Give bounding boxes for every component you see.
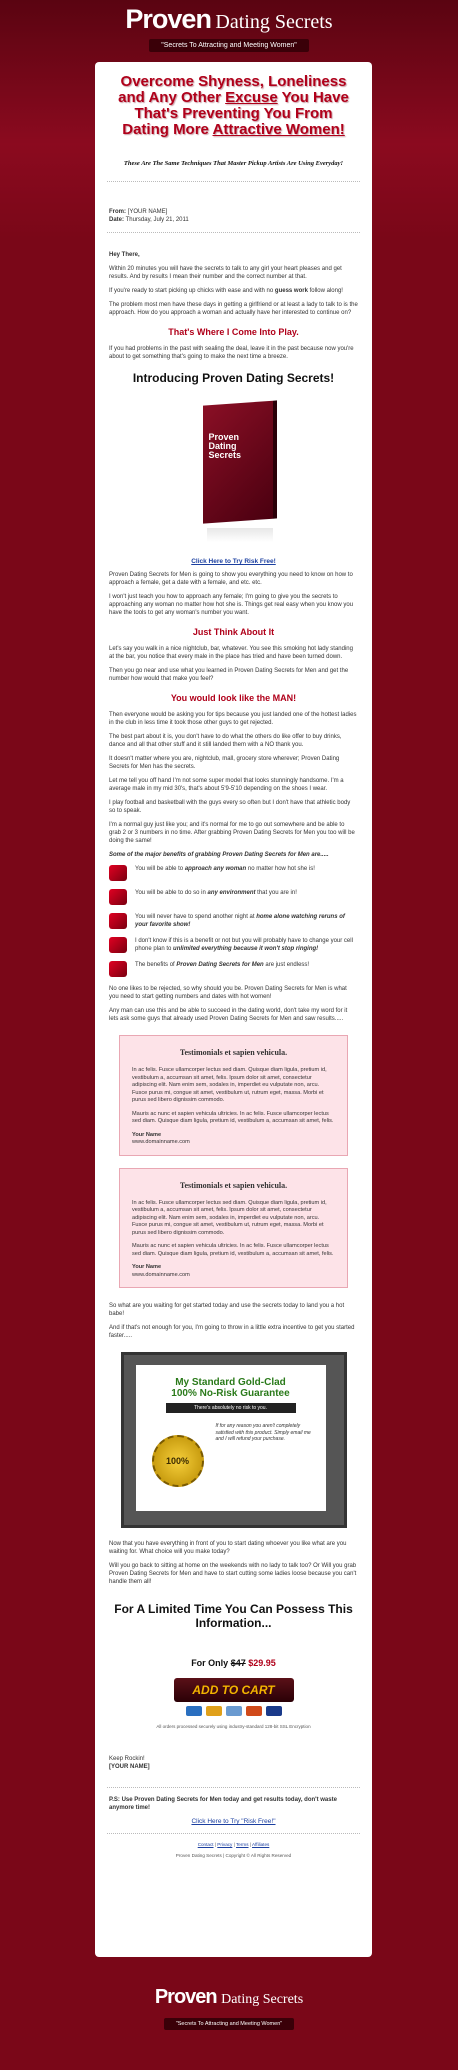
ebook-cover-image <box>203 403 265 528</box>
body-paragraph: I won't just teach you how to approach any female; I'm going to give you the secrets to approaching any woman no matter how hot she is. Things get real easy when you know you have the tools to get any woman's number you want. <box>109 594 354 616</box>
benefit-text: I don't know if this is a benefit or not but you will probably have to change your cell phone plan to unlimited everything because it won't stop ringing! <box>135 938 353 952</box>
benefit-item <box>109 937 358 953</box>
guarantee-band: There's absolutely no risk to you. <box>166 1403 296 1413</box>
body-paragraph <box>109 287 358 295</box>
body-paragraph: Let me tell you off hand I'm not some super model that looks stunningly handsome. I'm a average male in my mid 30's, that's about 5'9-5'10 depending on the shoes I wear. <box>109 778 344 792</box>
mastercard-icon <box>206 1706 222 1716</box>
divider <box>107 181 360 182</box>
ebook-face <box>203 400 277 523</box>
benefit-item <box>109 889 358 905</box>
body-paragraph: No one likes to be rejected, so why should you be. Proven Dating Secrets for Men is what you need to start getting numbers and dates with hot women! <box>109 986 347 1000</box>
section-heading: You would look like the MAN! <box>170 693 297 703</box>
separator: | <box>232 1842 237 1847</box>
headline-line: That's Preventing You From <box>134 105 333 122</box>
tagline: "Secrets To Attracting and Meeting Women" <box>149 39 308 52</box>
body-paragraph: I'm a normal guy just like you; and it's normal for me to go out somewhere and be able to grab 2 or 3 numbers in no time. After grabbing Proven Dating Secrets for Men you too will be doing the same! <box>109 822 355 844</box>
price <box>95 1658 372 1668</box>
headline-text: Dating More <box>122 121 213 138</box>
text: If you're ready to start picking up chicks with ease and with no <box>109 288 275 294</box>
headline-line <box>103 122 364 138</box>
headline-line: Overcome Shyness, Loneliness <box>120 73 347 90</box>
divider <box>107 232 360 233</box>
body-paragraph: If you had problems in the past with sealing the deal, leave it in the past because now you're about to get something that's going to make the next time a breeze. <box>109 346 354 360</box>
testimonial-title: Testimonials et sapien vehicula. <box>179 1048 288 1057</box>
benefit-item <box>109 961 358 977</box>
laptop-icon <box>109 937 127 953</box>
logo-main-text: Proven <box>125 4 211 34</box>
benefit-text: The benefits of Proven Dating Secrets for Men are just endless! <box>135 962 310 968</box>
subheadline: These Are The Same Techniques That Master Pickup Artists Are Using Everyday! <box>123 160 344 167</box>
benefit-text: You will be able to do so in any environment that you are in! <box>135 890 297 896</box>
signoff: Keep Rockin! <box>109 1756 145 1762</box>
seal-text: 100% <box>165 1456 190 1466</box>
laptop-icon <box>109 865 127 881</box>
ps-try-link[interactable]: Click Here to Try "Risk Free!" <box>191 1818 276 1825</box>
signoff-name: [YOUR NAME] <box>109 1764 150 1770</box>
body-paragraph: The problem most men have these days in getting a girlfriend or at least a lady to talk to is the approach. How do you approach a woman and actually have her interested to continue on? <box>109 302 358 316</box>
body-paragraph: So what are you waiting for get started today and use the secrets today to land you a hot babe! <box>109 1303 345 1317</box>
intro-heading: Introducing Proven Dating Secrets! <box>132 371 335 385</box>
new-price: $29.95 <box>248 1658 276 1668</box>
headline-text: and Any Other <box>118 89 226 106</box>
try-risk-free-link[interactable]: Click Here to Try Risk Free! <box>191 558 276 565</box>
headline-underlined: Attractive Women! <box>212 121 345 138</box>
money-back-seal-icon <box>152 1435 204 1487</box>
testimonial-box <box>119 1168 348 1289</box>
testimonial-text: In ac felis. Fusce ullamcorper lectus sed diam. Quisque diam ligula, pretium id, vestibulum a, accumsan sit amet, felis. Ipsum dolor sit amet, consectetur adipiscing elit. Nam enim sem, sodales in, imperdiet eu vulputate non, arcu. Fusce purus mi, congue sit amet, vestibulum ut, rutrum eget, massa. Morbi et purus sed libero dignissim commodo. <box>132 1067 327 1103</box>
old-price: $47 <box>230 1658 246 1668</box>
benefit-item <box>109 913 358 929</box>
body-paragraph: It doesn't matter where you are, nightclub, mall, grocery store wherever; Proven Dating Secrets for Men has the secrets. <box>109 756 340 770</box>
greeting: Hey There, <box>109 252 140 258</box>
divider <box>107 1787 360 1788</box>
testimonial-box <box>119 1035 348 1156</box>
body-paragraph: Within 20 minutes you will have the secrets to talk to any girl your heart pleases and get results. And by results I mean their number and the correct number at that. <box>109 266 342 280</box>
tagline: "Secrets To Attracting and Meeting Women" <box>164 2018 294 2030</box>
footer-link[interactable]: Terms <box>236 1842 249 1847</box>
bold-text: guess work <box>274 288 308 294</box>
sales-letter <box>95 62 372 1957</box>
section-heading: That's Where I Come Into Play. <box>168 327 299 337</box>
benefit-item <box>109 865 358 881</box>
logo <box>0 1982 458 2012</box>
benefit-text: You will never have to spend another night at home alone watching reruns of your favorite show! <box>135 914 345 928</box>
logo-main-text: Proven <box>154 1986 217 2008</box>
body-paragraph: Now that you have everything in front of you to start dating whoever you like what are you waiting for. What choice will you make today? <box>109 1541 347 1555</box>
benefits-intro: Some of the major benefits of grabbing Proven Dating Secrets for Men are..... <box>109 852 329 858</box>
testimonials <box>95 1035 372 1288</box>
testimonial-text: Mauris ac nunc et sapien vehicula ultricies. In ac felis. Fusce ullamcorper lectus sed diam. Quisque diam ligula, pretium id, vestibulum a, accumsan sit amet, felis. <box>132 1110 334 1124</box>
guarantee-title <box>136 1377 326 1399</box>
logo-sub-text: Dating Secrets <box>221 1992 304 2007</box>
date-value: Thursday, July 21, 2011 <box>125 217 189 223</box>
testimonial-name: Your Name <box>132 1264 162 1270</box>
testimonial-text: In ac felis. Fusce ullamcorper lectus sed diam. Quisque diam ligula, pretium id, vestibulum a, accumsan sit amet, felis. Ipsum dolor sit amet, consectetur adipiscing elit. Nam enim sem, sodales in, imperdiet eu vulputate non, arcu. Fusce purus mi, congue sit amet, vestibulum ut, rutrum eget, massa. Morbi et purus sed libero dignissim commodo. <box>132 1199 327 1236</box>
body-paragraph: And if that's not enough for you, I'm going to throw in a little extra incentive to get you started faster..... <box>109 1325 355 1339</box>
body-paragraph: Let's say you walk in a nice nightclub, bar, whatever. You see this smoking hot lady standing at the bar, you notice that every male in the place has tried and have been turned down. <box>109 646 353 660</box>
testimonial-text: Mauris ac nunc et sapien vehicula ultricies. In ac felis. Fusce ullamcorper lectus sed diam. Quisque diam ligula, pretium id, vestibulum a, accumsan sit amet, felis. <box>132 1243 334 1257</box>
from-label: From: <box>109 209 126 215</box>
body-paragraph: Proven Dating Secrets for Men is going to show you everything you need to know on how to approach a female, get a date with a female, and etc. etc. <box>109 572 353 586</box>
footer-link[interactable]: Privacy <box>217 1842 233 1847</box>
laptop-icon <box>109 889 127 905</box>
footer-logo <box>0 1960 458 2070</box>
footer-link[interactable]: Contact <box>197 1842 214 1847</box>
payment-icons <box>95 1706 372 1716</box>
laptop-icon <box>109 913 127 929</box>
divider <box>107 1833 360 1834</box>
discover-icon <box>246 1706 262 1716</box>
secure-note: All orders processed securely using industry-standard 128-bit SSL Encryption <box>156 1724 311 1729</box>
visa-icon <box>266 1706 282 1716</box>
body-paragraph: The best part about it is, you don't have to do what the others do like offer to buy drinks, dance and all that other stuff and it still landed them with a NO thank you. <box>109 734 342 748</box>
separator: | <box>213 1842 218 1847</box>
guarantee-text: If for any reason you aren't completely satisfied with this product. Simply email me and I will refund your purchase. <box>215 1423 311 1442</box>
ebook-title: Proven Dating Secrets <box>208 432 242 460</box>
price-label: For Only <box>191 1658 229 1668</box>
separator: | <box>248 1842 253 1847</box>
date-label: Date: <box>109 217 125 223</box>
body-paragraph: Any man can use this and be able to succeed in the dating world, don't take my word for it lets ask some guys that already used Proven Dating Secrets for Men and saw results..... <box>109 1008 348 1022</box>
body-paragraph: Then everyone would be asking you for tips because you just landed one of the hottest ladies in the club in less time it took those other guys to get rejected. <box>109 712 357 726</box>
guarantee-box <box>121 1352 347 1528</box>
paypal-icon <box>186 1706 202 1716</box>
headline-text: You Have <box>277 89 349 106</box>
laptop-icon <box>109 961 127 977</box>
body-paragraph: Will you go back to sitting at home on the weekends with no lady to talk too? Or Will you grab Proven Dating Secrets for Men and have to start cutting some ladies loose because you can't handle them all! <box>109 1563 357 1585</box>
testimonial-name: Your Name <box>132 1131 162 1138</box>
logo <box>0 4 458 34</box>
footer-links <box>95 1842 372 1847</box>
footer-link[interactable]: Affiliates <box>252 1842 270 1847</box>
site-header <box>0 0 458 60</box>
guarantee-title-line: 100% No-Risk Guarantee <box>171 1388 290 1399</box>
amex-icon <box>226 1706 242 1716</box>
offer-title: For A Limited Time You Can Possess This Information... <box>114 1602 353 1630</box>
benefit-text: You will be able to approach any woman no matter how hot she is! <box>135 866 315 872</box>
logo-sub-text: Dating Secrets <box>215 11 333 33</box>
guarantee-title-line: My Standard Gold-Clad <box>175 1377 286 1388</box>
headline-underlined: Excuse <box>225 89 278 106</box>
body-paragraph: Then you go near and use what you learned in Proven Dating Secrets for Men and get the number how would that make you feel? <box>109 668 349 682</box>
ps-text: P.S: Use Proven Dating Secrets for Men today and get results today, don't waste anymore time! <box>109 1797 337 1811</box>
section-heading: Just Think About It <box>192 627 275 637</box>
add-to-cart-button[interactable]: ADD TO CART <box>174 1678 294 1702</box>
headline-line <box>103 90 364 106</box>
copyright: Proven Dating Secrets | Copyright © All Rights Reserved <box>175 1853 292 1858</box>
from-line <box>109 208 358 224</box>
ebook-reflection <box>207 528 273 542</box>
text: follow along! <box>307 288 343 294</box>
body-paragraph: I play football and basketball with the guys every so often but I don't have that athletic body so to speak. <box>109 800 351 814</box>
testimonial-title: Testimonials et sapien vehicula. <box>179 1180 288 1190</box>
testimonial-site: www.domainname.com <box>132 1271 190 1278</box>
from-value: [YOUR NAME] <box>127 209 168 215</box>
guarantee-inner <box>136 1365 326 1511</box>
benefits-list <box>95 865 372 977</box>
testimonial-site: www.domainname.com <box>132 1139 190 1145</box>
headline <box>103 74 364 138</box>
